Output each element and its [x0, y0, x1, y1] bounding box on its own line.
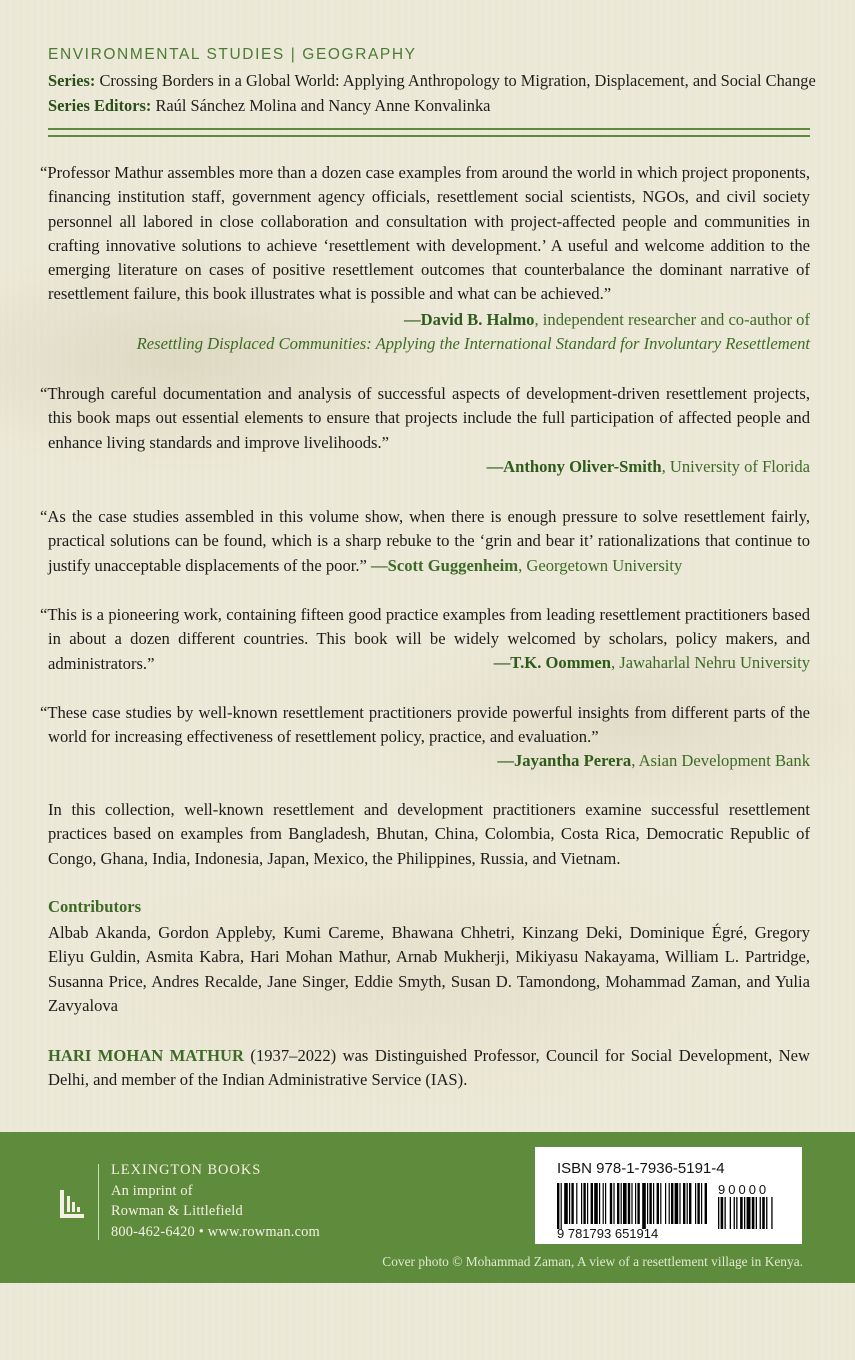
barcode-bar	[679, 1183, 680, 1224]
blurb-text-3: “As the case studies assembled in this volume show, when there is enough pressure to solve resettlement fairly, practical solutions can be found, which is a sharp rebuke to the ‘grin and bear it’ rationalizations that continue to justify unacceptable displacements of the poor.”	[40, 507, 810, 575]
barcode-addon-bar	[756, 1197, 757, 1229]
blurb-author-4: —T.K. Oommen	[493, 653, 611, 672]
barcode-addon-bar	[721, 1197, 724, 1229]
blurb-affiliation-3: , Georgetown University	[518, 555, 683, 575]
lexington-logo-icon	[58, 1188, 86, 1220]
barcode-bar	[603, 1183, 604, 1224]
publisher-divider	[98, 1164, 99, 1240]
isbn-barcode	[535, 1147, 802, 1244]
barcode-bar	[675, 1183, 679, 1224]
blurb-text-4: “This is a pioneering work, containing fifteen good practice examples from leading resettlement practitioners based in about a dozen different countries. This book will be widely welcomed by scholars, policy makers, and administrators.”	[40, 605, 810, 673]
barcode-digits: 9 781793 651914	[557, 1226, 659, 1241]
barcode-bar	[637, 1183, 639, 1224]
blurb-affiliation-5: , Asian Development Bank	[631, 751, 810, 770]
barcode-bar	[695, 1183, 696, 1224]
barcode-bar	[671, 1183, 673, 1224]
barcode-bar	[649, 1183, 651, 1224]
barcode-bar	[635, 1183, 636, 1224]
header-rule-bottom	[48, 135, 810, 137]
blurb-affiliation-4: , Jawaharlal Nehru University	[610, 653, 810, 672]
blurb-quote-5: “These case studies by well-known resettlement practitioners provide powerful insights from different parts of the world for increasing effectiveness of resettlement policy, practice, and evaluation.”	[40, 703, 810, 747]
blurb-attribution-4	[494, 651, 810, 675]
author-bio-text: (1937–2022) was Distinguished Professor, Council for Social Development, New Delhi, and member of the Indian Administrative Service (IAS).	[48, 1046, 810, 1090]
header-rule-top	[48, 128, 810, 130]
book-title-italic: Resettling Displaced Communities: Applying the International Standard for Involuntary Resettlement	[136, 334, 810, 353]
blurb-quote-3	[40, 505, 810, 578]
blurb-author-5: —Jayantha Perera	[497, 751, 632, 770]
barcode-addon-bar	[744, 1197, 745, 1229]
barcode-bar	[689, 1183, 691, 1224]
author-name: HARI MOHAN MATHUR	[48, 1046, 244, 1065]
author-bio	[48, 1044, 810, 1093]
barcode-bar	[683, 1183, 685, 1224]
blurb-affiliation-2: , University of Florida	[661, 457, 810, 476]
barcode-addon-bar	[760, 1197, 761, 1229]
series-editors-line	[48, 96, 490, 116]
publisher-name: LEXINGTON BOOKS	[111, 1162, 262, 1178]
barcode-bar	[587, 1183, 588, 1224]
barcode-addon-bar	[747, 1197, 751, 1229]
barcode-addon-bar	[771, 1197, 772, 1229]
barcode-bar	[697, 1183, 699, 1224]
barcode-bar	[687, 1183, 688, 1224]
barcode-bars	[535, 1147, 802, 1244]
blurb-quote-2: “Through careful documentation and analysis of successful aspects of development-driven resettlement projects, this book maps out essential elements to ensure that projects include the full participation of affected people and enhance living standards and improve livelihoods.”	[40, 384, 810, 452]
contributors-heading: Contributors	[48, 897, 142, 916]
barcode-bar	[599, 1183, 600, 1224]
publisher-imprint-line: An imprint of	[111, 1183, 193, 1199]
barcode-bar	[631, 1183, 632, 1224]
barcode-bar	[705, 1183, 707, 1224]
barcode-addon-bar	[752, 1197, 755, 1229]
barcode-bar	[613, 1183, 614, 1224]
barcode-bar	[701, 1183, 702, 1224]
blurb-author-2: —Anthony Oliver-Smith	[486, 457, 662, 476]
barcode-addon-bar	[734, 1197, 735, 1229]
barcode-bar	[557, 1183, 559, 1229]
barcode-bar	[571, 1183, 573, 1224]
barcode-addon-digits: 90000	[718, 1182, 770, 1197]
blurb-author-3: —Scott Guggenheim	[371, 555, 519, 575]
publisher-contact: 800-462-6420 • www.rowman.com	[111, 1224, 320, 1240]
cover-photo-credit: Cover photo © Mohammad Zaman, A view of a resettlement village in Kenya.	[382, 1254, 803, 1269]
barcode-addon-bar	[725, 1197, 726, 1229]
barcode-bar	[642, 1183, 646, 1229]
blurb-author-1: —David B. Halmo	[404, 310, 535, 329]
blurb-attribution-5	[497, 749, 810, 773]
blurb-attribution-2	[487, 455, 810, 479]
barcode-bar	[581, 1183, 582, 1224]
series-label: Series:	[48, 71, 96, 90]
barcode-bar	[605, 1183, 606, 1224]
publisher-parent: Rowman & Littlefield	[111, 1203, 243, 1219]
contributors-list: Albab Akanda, Gordon Appleby, Kumi Careme, Bhawana Chhetri, Kinzang Deki, Dominique Égré, Gregory Eliyu Guldin, Asmita Kabra, Hari Mohan Mathur, Arnab Mukherji, Mikiyasu Nakayama, William L. Partridge, Susanna Price, Andres Recalde, Jane Singer, Eddie Smyth, Susan D. Tamondong, Mohammad Zaman, and Yulia Zavyalova	[48, 923, 810, 1015]
barcode-addon-bar	[736, 1197, 737, 1229]
blurb-book-title-1	[137, 332, 810, 356]
barcode-bar	[660, 1183, 661, 1224]
barcode-addon-bar	[718, 1197, 719, 1229]
barcode-addon-bar	[766, 1197, 767, 1229]
blurb-quote-1: “Professor Mathur assembles more than a dozen case examples from around the world in which project proponents, financing institution staff, government agency officials, resettlement social scientists, NGOs, and civil society personnel all labored in close collaboration and consultation with project-affected people and communities in crafting innovative solutions to achieve ‘resettlement with development.’ A useful and welcome addition to the emerging literature on cases of positive resettlement outcomes that counterbalance the dominant narrative of resettlement failure, this book illustrates what is possible and what can be achieved.”	[40, 163, 810, 304]
barcode-bar	[621, 1183, 622, 1224]
barcode-bar	[647, 1183, 648, 1224]
series-title: Crossing Borders in a Global World: Applying Anthropology to Migration, Displacement, and Social Change	[99, 71, 816, 90]
barcode-bar	[669, 1183, 670, 1224]
blurb-affiliation-1: , independent researcher and co-author of	[534, 310, 810, 329]
barcode-bar	[569, 1183, 570, 1224]
series-editors-names: Raúl Sánchez Molina and Nancy Anne Konvalinka	[155, 96, 491, 115]
barcode-bar	[576, 1183, 577, 1224]
barcode-bar	[591, 1183, 593, 1224]
barcode-bar	[564, 1183, 568, 1224]
barcode-addon-bar	[740, 1197, 743, 1229]
barcode-bar	[628, 1183, 630, 1224]
barcode-bar	[583, 1183, 585, 1224]
barcode-bar	[561, 1183, 562, 1229]
isbn-number: ISBN 978-1-7936-5191-4	[557, 1160, 725, 1177]
barcode-addon-bar	[730, 1197, 731, 1229]
barcode-bar	[665, 1183, 666, 1224]
barcode-bar	[653, 1183, 654, 1224]
series-editors-label: Series Editors:	[48, 96, 152, 115]
barcode-bar	[594, 1183, 598, 1224]
barcode-bar	[623, 1183, 627, 1224]
blurb-attribution-1	[404, 308, 810, 332]
barcode-bar	[610, 1183, 612, 1224]
series-line	[48, 71, 816, 91]
barcode-addon-bar	[762, 1197, 765, 1229]
barcode-bar	[657, 1183, 659, 1224]
subject-category: ENVIRONMENTAL STUDIES | GEOGRAPHY	[48, 46, 417, 63]
book-description: In this collection, well-known resettlement and development practitioners examine successful resettlement practices based on examples from Bangladesh, Bhutan, China, Colombia, Costa Rica, Democratic Republic of Congo, Ghana, India, Indonesia, Japan, Mexico, the Philippines, Russia, and Vietnam.	[48, 800, 810, 868]
barcode-bar	[617, 1183, 619, 1224]
